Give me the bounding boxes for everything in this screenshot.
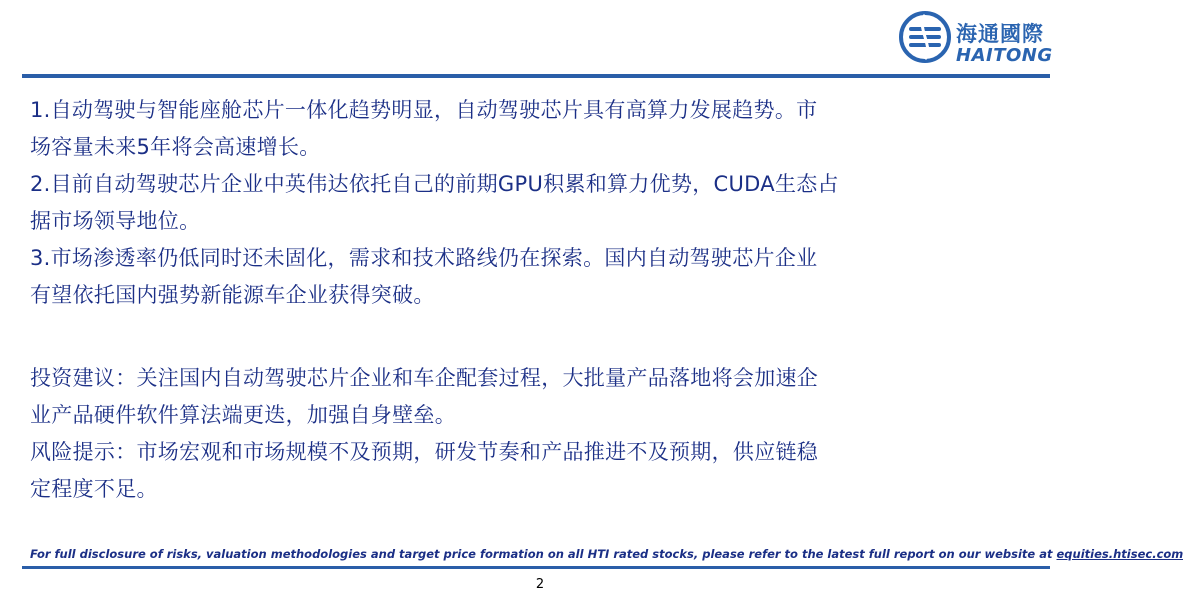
header-divider [22,74,1050,78]
logo-name-cn: 海通國際 [956,22,1044,46]
haitong-logo-icon [898,10,952,64]
point-line: 有望依托国内强势新能源车企业获得突破。 [30,283,435,307]
page-number: 2 [535,577,545,592]
point-1 [30,92,1050,166]
logo-name-en: HAITONG [956,45,1053,66]
point-2 [30,166,1050,240]
point-line: 场容量未来5年将会高速增长。 [30,135,321,159]
investment-line: 业产品硬件软件算法端更迭，加强自身壁垒。 [30,403,456,427]
website-link[interactable]: equities.htisec.com [1056,547,1183,561]
haitong-logo [898,10,1068,66]
disclosure-footer [30,547,1183,561]
risk-line: 风险提示：市场宏观和市场规模不及预期，研发节奏和产品推进不及预期，供应链稳 [30,440,819,464]
section-gap [30,314,1050,360]
footer-divider [22,566,1050,569]
point-line: 1.自动驾驶与智能座舱芯片一体化趋势明显，自动驾驶芯片具有高算力发展趋势。市 [30,98,818,122]
point-line: 2.目前自动驾驶芯片企业中英伟达依托自己的前期GPU积累和算力优势，CUDA生态占 [30,172,839,196]
risk-warning [30,434,1050,508]
investment-suggestion [30,360,1050,434]
point-line: 据市场领导地位。 [30,209,201,233]
disclosure-text: For full disclosure of risks, valuation methodologies and target price formation on all HTI rated stocks, please refer to the latest full report on our website at [30,547,1057,561]
risk-line: 定程度不足。 [30,477,158,501]
slide-body [30,92,1050,508]
point-3 [30,240,1050,314]
point-line: 3.市场渗透率仍低同时还未固化，需求和技术路线仍在探索。国内自动驾驶芯片企业 [30,246,818,270]
investment-line: 投资建议：关注国内自动驾驶芯片企业和车企配套过程，大批量产品落地将会加速企 [30,366,819,390]
